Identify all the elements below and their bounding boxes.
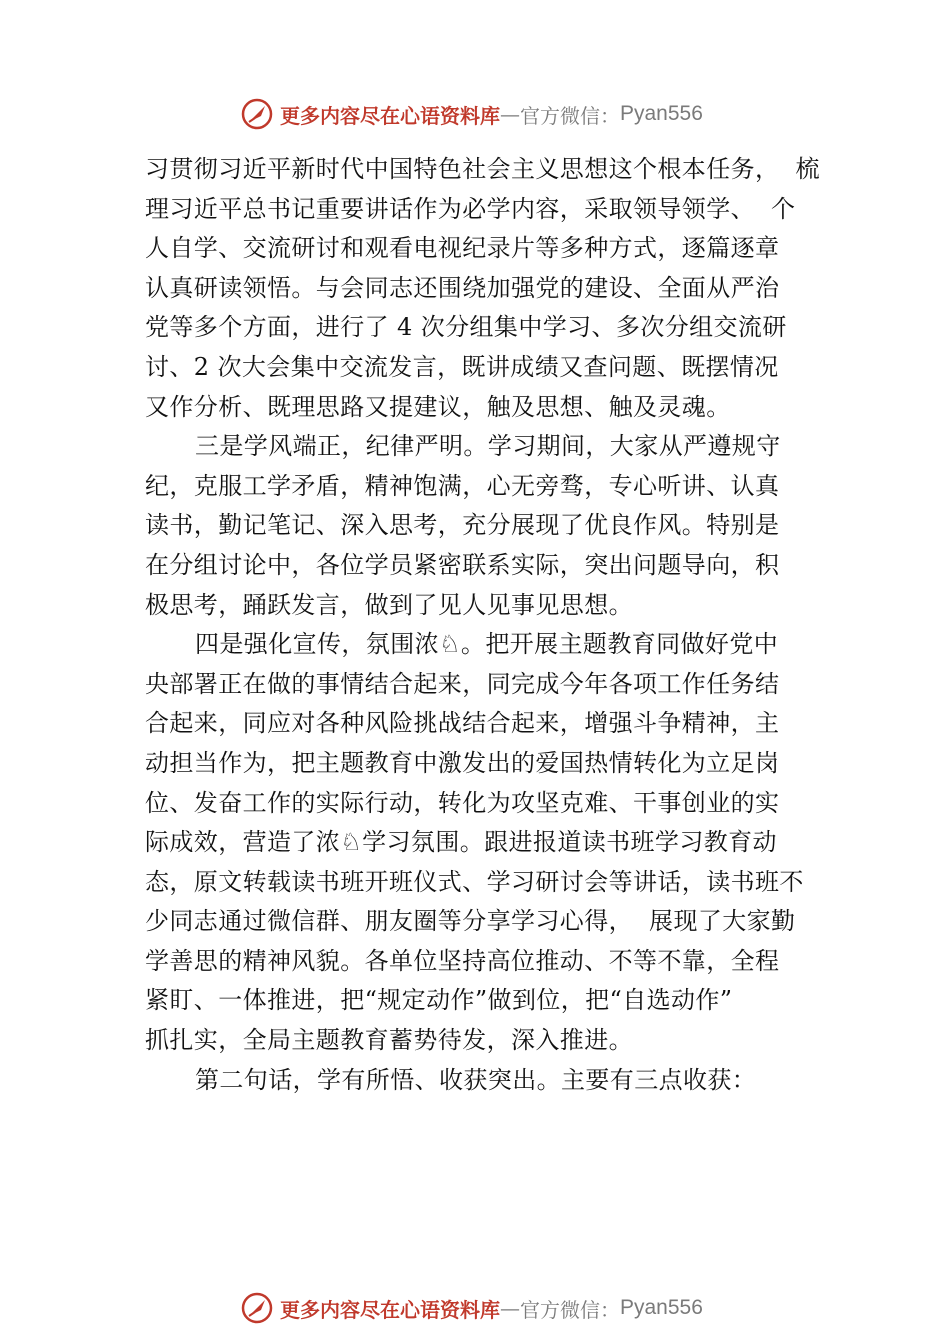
- text-line: 抓扎实，全局主题教育蓄势待发，深入推进。: [145, 1026, 633, 1055]
- watermark-label: 官方微信：: [520, 103, 620, 128]
- document-body: [145, 150, 825, 1100]
- quill-logo-icon: [240, 97, 274, 131]
- footer-watermark: [240, 1290, 760, 1326]
- text-line: 又作分析、既理思路又提建议，触及思想、触及灵魂。: [145, 392, 731, 421]
- text-line: 讨、2 次大会集中交流发言，既讲成绩又查问题、既摆情况: [145, 352, 779, 381]
- text-line: 认真研读领悟。与会同志还围绕加强党的建设、全面从严治: [145, 273, 780, 302]
- text-line: 读书，勤记笔记、深入思考，充分展现了优良作风。特别是: [145, 511, 780, 540]
- paragraph-start-line: 四是强化宣传，氛围浓♘。把开展主题教育同做好党中: [195, 630, 779, 659]
- text-line: 党等多个方面，进行了 4 次分组集中学习、多次分组交流研: [145, 313, 787, 342]
- text-line: 合起来，同应对各种风险挑战结合起来，增强斗争精神，主: [145, 709, 780, 738]
- watermark-wechat-id: Pyan556: [620, 102, 703, 125]
- text-line: 少同志通过微信群、朋友圈等分享学习心得， 展现了大家勤: [145, 907, 796, 936]
- watermark-brand: 更多内容尽在心语资料库: [280, 1297, 500, 1322]
- text-line: 在分组讨论中，各位学员紧密联系实际，突出问题导向，积: [145, 550, 780, 579]
- text-line: 态，原文转载读书班开班仪式、学习研讨会等讲话，读书班不: [145, 867, 804, 896]
- text-line: 位、发奋工作的实际行动，转化为攻坚克难、干事创业的实: [145, 788, 780, 817]
- text-line: 理习近平总书记重要讲话作为必学内容，采取领导领学、 个: [145, 194, 796, 223]
- header-watermark: [240, 96, 760, 132]
- watermark-label: 官方微信：: [520, 1297, 620, 1322]
- quill-logo-icon: [240, 1291, 274, 1325]
- watermark-wechat-id: Pyan556: [620, 1296, 703, 1319]
- paragraph-start-line: 三是学风端正，纪律严明。学习期间，大家从严遵规守: [195, 432, 781, 461]
- text-line: 习贯彻习近平新时代中国特色社会主义思想这个根本任务， 梳: [145, 155, 820, 183]
- text-line: 紧盯、一体推进，把“规定动作”做到位，把“自选动作”: [145, 986, 733, 1015]
- text-line: 学善思的精神风貌。各单位坚持高位推动、不等不靠，全程: [145, 946, 780, 975]
- text-line: 纪，克服工学矛盾，精神饱满，心无旁骛，专心听讲、认真: [145, 471, 780, 500]
- paragraph-start-line: 第二句话，学有所悟、收获突出。主要有三点收获：: [195, 1065, 757, 1094]
- watermark-dash: —: [500, 1296, 520, 1320]
- text-line: 际成效，营造了浓♘学习氛围。跟进报道读书班学习教育动: [145, 828, 777, 857]
- text-line: 人自学、交流研讨和观看电视纪录片等多种方式，逐篇逐章: [145, 234, 780, 263]
- text-line: 动担当作为，把主题教育中激发出的爱国热情转化为立足岗: [145, 748, 780, 777]
- watermark-brand: 更多内容尽在心语资料库: [280, 103, 500, 128]
- text-line: 央部署正在做的事情结合起来，同完成今年各项工作任务结: [145, 669, 780, 698]
- text-line: 极思考，踊跃发言，做到了见人见事见思想。: [145, 590, 633, 619]
- watermark-dash: —: [500, 102, 520, 126]
